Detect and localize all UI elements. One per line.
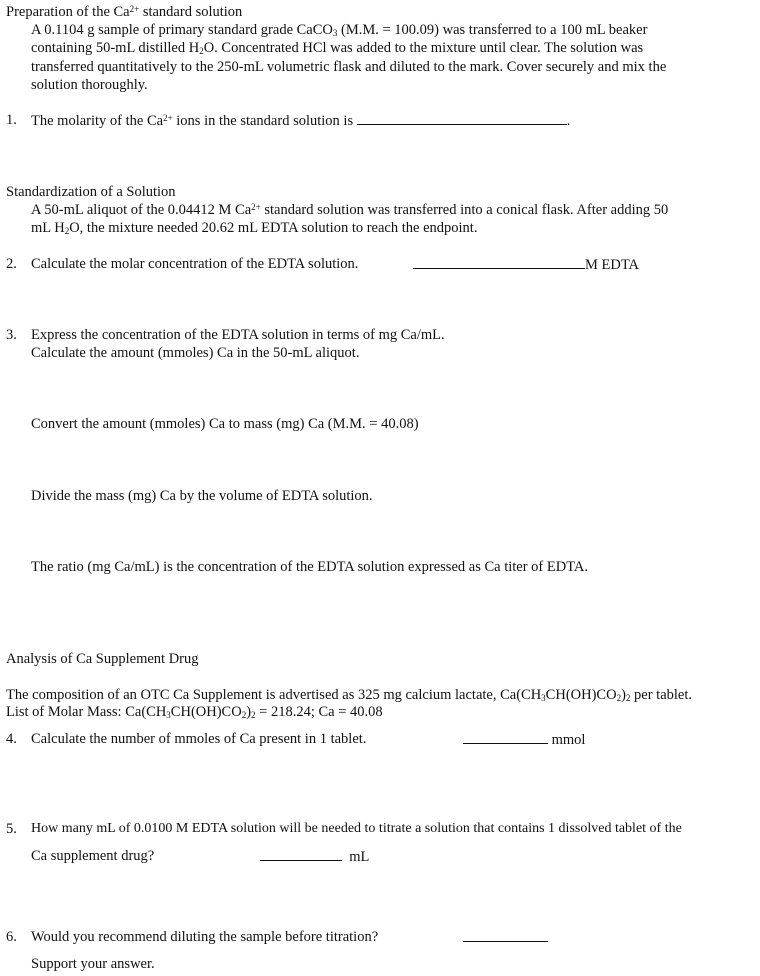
prep-line-1: A 0.1104 g sample of primary standard grade CaCO$_3$ (M.M. = 100.09) was transferred to a 100 mL beaker — [31, 22, 648, 38]
question-4-answer: mmol — [463, 730, 585, 750]
question-5-line-2: Ca supplement drug? — [31, 848, 155, 864]
question-6-answer — [463, 928, 548, 948]
analysis-composition: The composition of an OTC Ca Supplement is advertised as 325 mg calcium lactate, $Ca(CH_3CH(OH)CO_2)_2$ per tablet. — [6, 687, 693, 703]
question-4-number: 4. — [6, 731, 17, 747]
prep-line-3: transferred quantitatively to the 250-mL volumetric flask and diluted to the mark. Cover securely and mix the — [31, 59, 667, 75]
question-5-line-1: How many mL of 0.0100 M EDTA solution will be needed to titrate a solution that contains 1 dissolved tablet of the — [31, 821, 682, 836]
question-2-number: 2. — [6, 256, 17, 272]
answer-blank-4[interactable] — [463, 730, 548, 744]
std-line-2: mL $H_2O$, the mixture needed 20.62 mL EDTA solution to reach the endpoint. — [31, 220, 478, 236]
answer-blank-6[interactable] — [463, 928, 548, 942]
question-5-number: 5. — [6, 821, 17, 837]
answer-blank-2[interactable] — [413, 255, 585, 269]
question-3-line-1: Express the concentration of the EDTA solution in terms of mg Ca/mL. — [31, 327, 445, 343]
prep-heading: Preparation of the $Ca^{2+}$ standard solution — [6, 4, 243, 20]
std-line-1: A 50-mL aliquot of the 0.04412 M $Ca^{2+}$ standard solution was transferred into a conical flask. After adding 50 — [31, 202, 669, 218]
question-3-step-ratio: The ratio (mg Ca/mL) is the concentration of the EDTA solution expressed as Ca titer of EDTA. — [31, 559, 588, 575]
question-6-line-2: Support your answer. — [31, 956, 155, 972]
question-4-text: Calculate the number of mmoles of Ca present in 1 tablet. — [31, 731, 367, 747]
question-3-step-divide: Divide the mass (mg) Ca by the volume of EDTA solution. — [31, 488, 373, 504]
question-3-line-2: Calculate the amount (mmoles) Ca in the 50-mL aliquot. — [31, 345, 360, 361]
question-5-answer: mL — [260, 847, 369, 867]
question-3-step-convert: Convert the amount (mmoles) Ca to mass (mg) Ca (M.M. = 40.08) — [31, 416, 419, 432]
question-2-text: Calculate the molar concentration of the EDTA solution. — [31, 256, 359, 272]
question-1-text: The molarity of the $Ca^{2+}$ ions in the standard solution is . — [31, 113, 571, 129]
analysis-molar-mass: List of Molar Mass: $Ca(CH_3CH(OH)CO_2)_2 = 218.24$; Ca = 40.08 — [6, 704, 383, 720]
answer-blank-5[interactable] — [260, 847, 342, 861]
question-3-number: 3. — [6, 327, 17, 343]
answer-blank-1[interactable] — [357, 111, 567, 125]
question-2-answer: M EDTA — [413, 255, 639, 275]
question-6-number: 6. — [6, 929, 17, 945]
question-6-line-1: Would you recommend diluting the sample before titration? — [31, 929, 379, 945]
question-1-number: 1. — [6, 112, 17, 128]
std-heading: Standardization of a Solution — [6, 184, 176, 200]
prep-line-4: solution thoroughly. — [31, 77, 148, 93]
analysis-heading: Analysis of Ca Supplement Drug — [6, 651, 199, 667]
prep-line-2: containing 50-mL distilled $H_2O$. Concentrated HCl was added to the mixture until clear. The solution was — [31, 40, 644, 56]
